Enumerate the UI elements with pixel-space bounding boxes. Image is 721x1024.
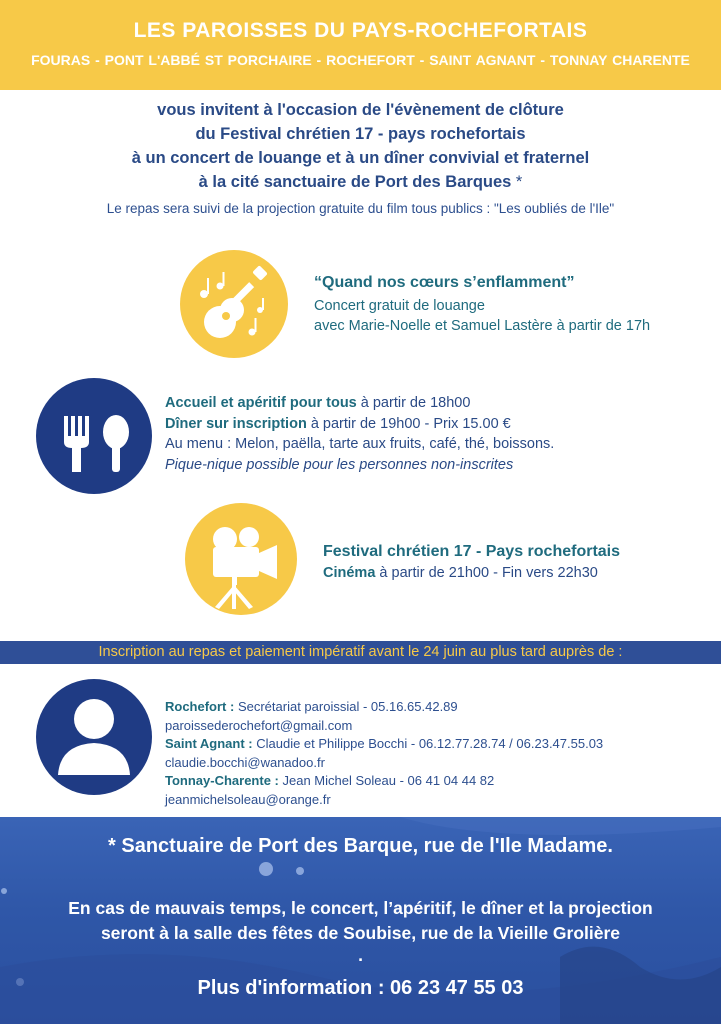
contact-rochefort [165,698,603,717]
concert-performers: avec Marie-Noelle et Samuel Lastère à partir de 17h [314,318,651,334]
welcome-label: Accueil et apéritif pour tous [165,395,357,411]
contact-rochefort-text: Secrétariat paroissial - 05.16.65.42.89 [234,699,458,714]
welcome-time: à partir de 18h00 [356,395,471,411]
parishes-list: FOURAS - PONT L'ABBÉ ST PORCHAIRE - ROCHEFORT - SAINT AGNANT - TONNAY CHARENTE [31,52,690,68]
invitation-line-2: du Festival chrétien 17 - pays rochefortais [195,125,526,143]
contact-tonnay-label: Tonnay-Charente : [165,773,279,788]
concert-description: Concert gratuit de louange [314,297,485,314]
concert-block [314,273,650,337]
header-title: LES PAROISSES DU PAYS-ROCHEFORTAIS [133,19,588,42]
festival-title: Festival chrétien 17 - Pays rochefortais [323,543,621,560]
venue-text: à la cité sanctuaire de Port des Barques [198,173,512,191]
dinner-label: Dîner sur inscription [165,415,307,432]
contact-rochefort-email[interactable]: paroissederochefort@gmail.com [165,717,353,733]
bad-weather-line-1: En cas de mauvais temps, le concert, l’apéritif, le dîner et la projection [68,898,653,918]
menu-line: Au menu : Melon, paëlla, tarte aux fruits, café, thé, boissons. [165,436,555,452]
contact-agnant-text: Claudie et Philippe Bocchi - 06.12.77.28.74 / 06.23.47.55.03 [252,736,604,751]
film-note: Le repas sera suivi de la projection gratuite du film tous publics : "Les oubliés de l'Ile" [106,201,615,216]
contacts-list [165,698,603,809]
header-banner [0,0,721,90]
info-phone: Plus d'information : 06 23 47 55 03 [197,977,524,999]
dinner-details: à partir de 19h00 - Prix 15.00 € [306,415,511,432]
footer-banner [0,817,721,1024]
separator-dot: . [358,945,363,965]
contact-tonnay [165,772,603,791]
registration-banner: Inscription au repas et paiement impératif avant le 24 juin au plus tard auprès de : [0,641,721,664]
contact-agnant-label: Saint Agnant : [165,736,253,751]
asterisk-mark: * [511,173,523,191]
contact-rochefort-label: Rochefort : [165,699,235,714]
dinner-line [165,414,554,435]
welcome-line [165,393,554,414]
invitation-text [0,98,721,194]
cinema-block [323,542,620,583]
fork-spoon-icon [36,378,152,494]
film-camera-icon [185,503,297,615]
contact-tonnay-text: Jean Michel Soleau - 06 41 04 44 82 [278,773,495,788]
guitar-music-icon [180,250,288,358]
invitation-line-3: à un concert de louange et à un dîner convivial et fraternel [131,149,590,167]
invitation-line-4 [0,170,721,194]
meal-block [165,393,554,475]
cinema-line [323,563,620,584]
contact-agnant-email[interactable]: claudie.bocchi@wanadoo.fr [165,754,325,770]
bad-weather-line-2: seront à la salle des fêtes de Soubise, rue de la Vieille Grolière [100,923,621,943]
invitation-line-1: vous invitent à l'occasion de l'évènement de clôture [157,101,564,119]
picnic-line: Pique-nique possible pour les personnes non-inscrites [165,456,514,473]
concert-title: “Quand nos cœurs s’enflamment” [314,274,575,291]
cinema-time: à partir de 21h00 - Fin vers 22h30 [375,564,598,581]
person-icon [36,679,152,795]
cinema-label: Cinéma [323,564,376,581]
contact-tonnay-email[interactable]: jeanmichelsoleau@orange.fr [165,791,331,807]
contact-agnant [165,735,603,754]
sanctuary-address: * Sanctuaire de Port des Barque, rue de l'Ile Madame. [108,835,613,857]
